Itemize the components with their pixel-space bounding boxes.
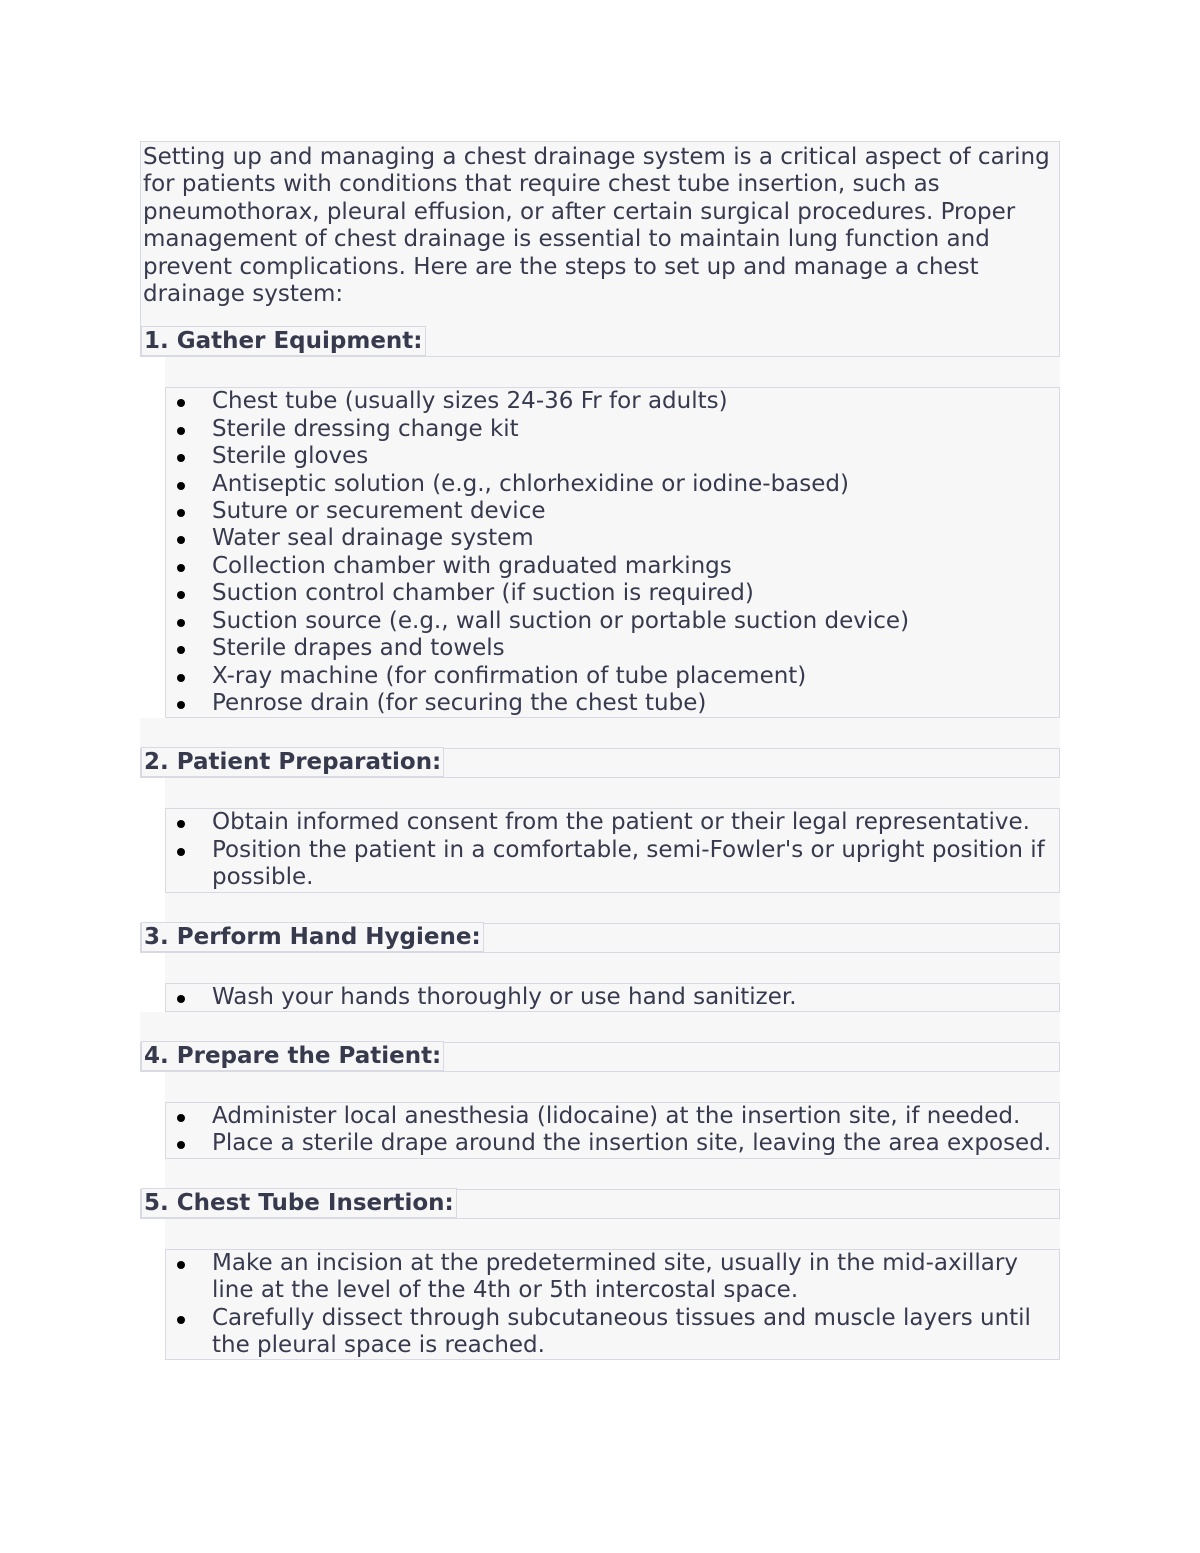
- section-heading-row: [140, 328, 1060, 357]
- list-item: Suction source (e.g., wall suction or portable suction device): [212, 608, 1059, 635]
- list-item: Carefully dissect through subcutaneous tissues and muscle layers until the pleural space is reached.: [212, 1305, 1059, 1360]
- patient-preparation-list: [165, 808, 1060, 892]
- section-heading-chest-tube-insertion: 5. Chest Tube Insertion:: [141, 1188, 457, 1218]
- list-item: Sterile drapes and towels: [212, 635, 1059, 662]
- section-spacer: [165, 1219, 1060, 1249]
- section-heading-row: [140, 1189, 1060, 1219]
- list-item: Obtain informed consent from the patient or their legal representative.: [212, 809, 1059, 836]
- section-spacer: [165, 1072, 1060, 1102]
- list-item: Wash your hands thoroughly or use hand sanitizer.: [212, 984, 1059, 1011]
- section-spacer: [165, 357, 1060, 387]
- section-spacer: [165, 953, 1060, 983]
- list-item: Suture or securement device: [212, 498, 1059, 525]
- section-spacer: [165, 893, 1060, 923]
- list-item: Collection chamber with graduated markings: [212, 553, 1059, 580]
- section-spacer: [140, 1012, 1060, 1042]
- list-item: X-ray machine (for confirmation of tube placement): [212, 663, 1059, 690]
- chest-tube-insertion-list: [165, 1249, 1060, 1361]
- list-item: Suction control chamber (if suction is required): [212, 580, 1059, 607]
- list-item: Administer local anesthesia (lidocaine) at the insertion site, if needed.: [212, 1103, 1059, 1130]
- hand-hygiene-list: [165, 983, 1060, 1012]
- list-item: Chest tube (usually sizes 24-36 Fr for adults): [212, 388, 1059, 415]
- section-heading-row: [140, 1042, 1060, 1072]
- list-item: Water seal drainage system: [212, 525, 1059, 552]
- prepare-patient-list: [165, 1102, 1060, 1159]
- list-item: Position the patient in a comfortable, semi-Fowler's or upright position if possible.: [212, 837, 1059, 892]
- intro-paragraph: Setting up and managing a chest drainage system is a critical aspect of caring for patients with conditions that require chest tube insertion, such as pneumothorax, pleural effusion, or after certain surgical procedures. Proper management of chest drainage is essential to maintain lung function and prevent complications. Here are the steps to set up and manage a chest drainage system:: [140, 141, 1060, 328]
- list-item: Antiseptic solution (e.g., chlorhexidine or iodine-based): [212, 471, 1059, 498]
- section-spacer: [140, 718, 1060, 748]
- equipment-list: [165, 387, 1060, 718]
- section-heading-hand-hygiene: 3. Perform Hand Hygiene:: [141, 922, 484, 952]
- section-spacer: [165, 778, 1060, 808]
- section-spacer: [165, 1159, 1060, 1189]
- list-item: Sterile dressing change kit: [212, 416, 1059, 443]
- section-heading-row: [140, 748, 1060, 778]
- list-item: Make an incision at the predetermined site, usually in the mid-axillary line at the level of the 4th or 5th intercostal space.: [212, 1250, 1059, 1305]
- list-item: Penrose drain (for securing the chest tube): [212, 690, 1059, 717]
- document-body: [140, 141, 1060, 1360]
- section-heading-row: [140, 923, 1060, 953]
- list-item: Place a sterile drape around the insertion site, leaving the area exposed.: [212, 1130, 1059, 1157]
- section-heading-prepare-patient: 4. Prepare the Patient:: [141, 1041, 444, 1071]
- section-heading-gather-equipment: 1. Gather Equipment:: [141, 326, 426, 356]
- list-item: Sterile gloves: [212, 443, 1059, 470]
- section-heading-patient-preparation: 2. Patient Preparation:: [141, 747, 444, 777]
